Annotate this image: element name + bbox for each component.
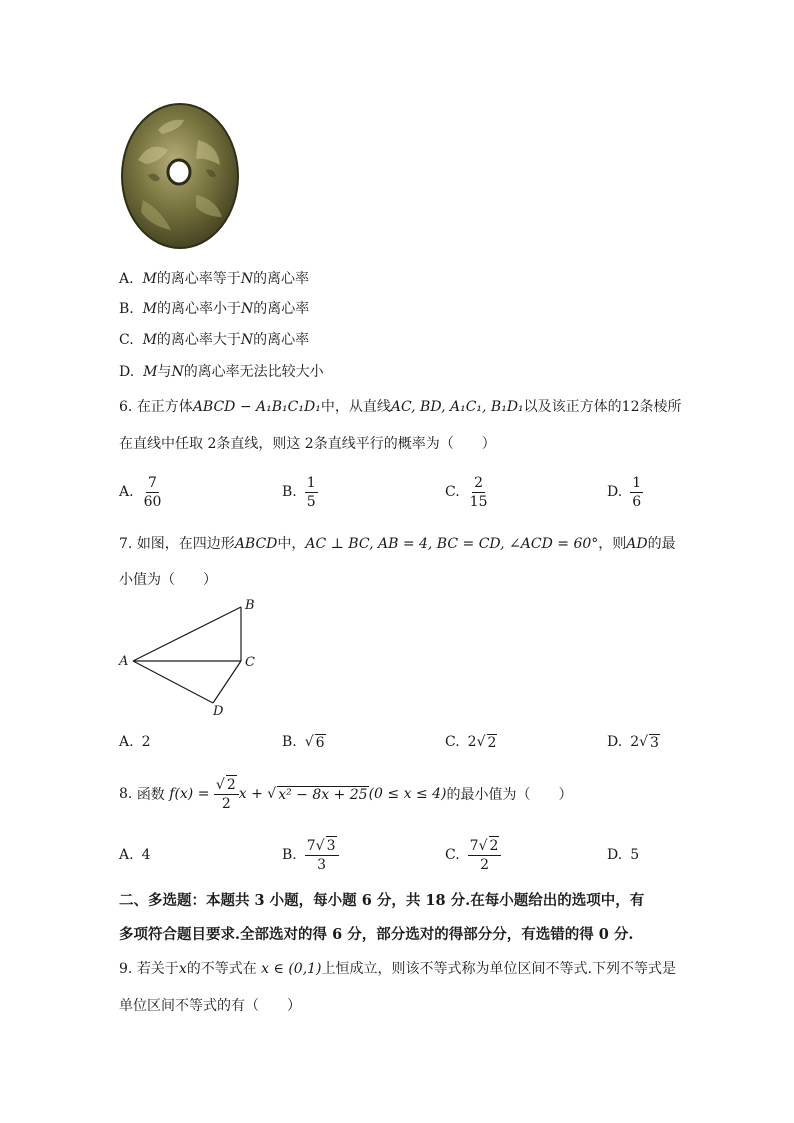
q6-option-d: D. $\frac{1}{6}$ [607,474,642,510]
q7-option-a: A. 2 [119,734,151,750]
q6-stem-line1: 6. 在正方体ABCD − A₁B₁C₁D₁中，从直线AC, BD, A₁C₁, B₁D₁以及该正方体的12条棱所 [119,399,682,415]
point-d-label: D [213,704,224,719]
q6-option-a: A. $\frac{7}{60}$ [119,474,162,510]
segment-cd [213,661,241,703]
segment-ad [133,661,213,703]
q6-stem-line2: 在直线中任取 2条直线，则这 2条直线平行的概率为（ ） [119,436,496,452]
section2-heading-line2: 多项符合题目要求.全部选对的得 6 分，部分选对的得部分分，有选错的得 0 分. [119,926,634,943]
q5-option-d: D. M与N的离心率无法比较大小 [119,364,324,380]
q7-stem-line1: 7. 如图，在四边形ABCD中，AC ⊥ BC, AB = 4, BC = CD, ∠ACD = 60°，则AD的最 [119,536,676,552]
segment-ab [133,607,241,661]
q7-stem-line2: 小值为（ ） [119,572,217,588]
q6-options [119,470,679,514]
jade-medallion-image [118,100,242,252]
q6-option-c: C. $\frac{2}{15}$ [445,474,488,510]
point-c-label: C [245,655,255,670]
q5-option-b: B. M的离心率小于N的离心率 [119,301,310,317]
q7-option-b: B. √ 6 [282,734,325,751]
q7-options [119,720,679,764]
point-b-label: B [245,598,255,613]
q5-option-c: C. M的离心率大于N的离心率 [119,332,310,348]
q5-option-a: A. M的离心率等于N的离心率 [119,271,310,287]
q9-stem-line1: 9. 若关于x的不等式在 x ∈ (0,1)上恒成立，则该不等式称为单位区间不等式.下列不等式是 [119,961,676,977]
q8-option-b: B. $\frac{7√ 3}{3}$ [282,833,339,877]
q7-quadrilateral-figure [115,595,265,720]
q7-option-d: D. 2 √ 3 [607,734,659,751]
q8-option-a: A. 4 [119,847,151,863]
q9-stem-line2: 单位区间不等式的有（ ） [119,998,301,1014]
q8-option-c: C. $\frac{7√ 2}{2}$ [445,833,501,877]
section2-heading-line1: 二、多选题：本题共 3 小题，每小题 6 分，共 18 分.在每小题给出的选项中，有 [119,892,645,909]
q6-option-b: B. $\frac{1}{5}$ [282,474,316,510]
q8-option-d: D. 5 [607,847,640,863]
point-a-label: A [119,654,129,669]
q8-options [119,833,679,877]
q7-option-c: C. 2 √ 2 [445,734,497,751]
q8-stem: 8. 函数 f(x) = $\frac{√ 2}{2}$ x + √ x² − 8x + 25 (0 ≤ x ≤ 4) 的最小值为（ ） [119,777,573,812]
